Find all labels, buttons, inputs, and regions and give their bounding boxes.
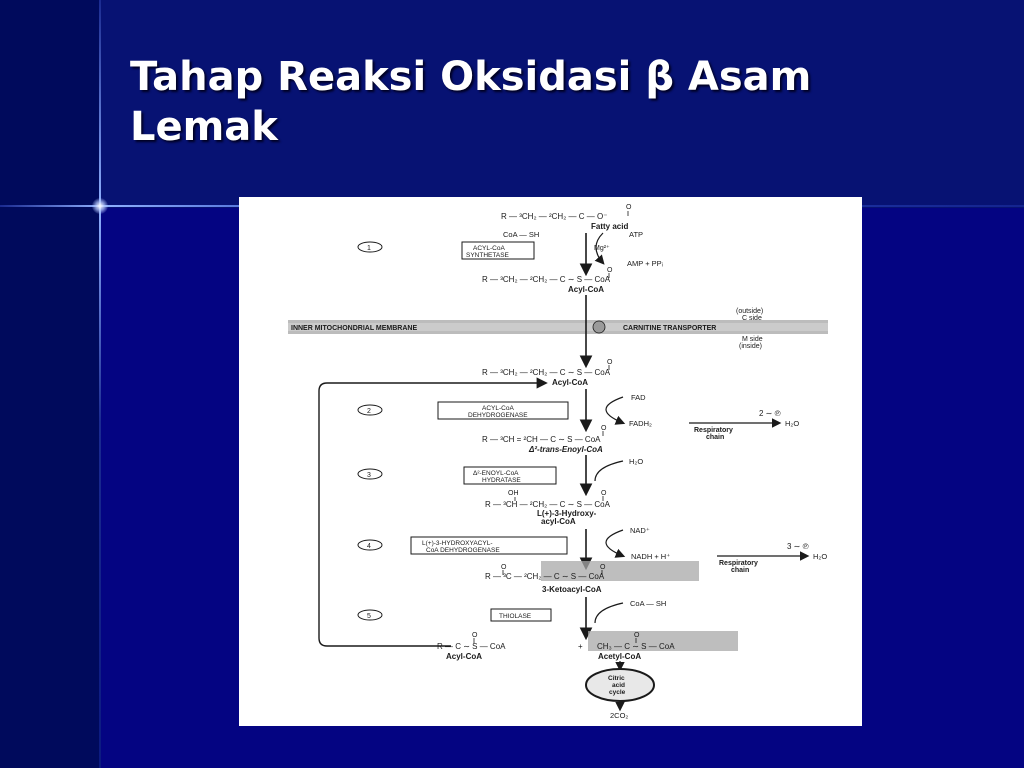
amp-ppi-label: AMP + PPᵢ <box>627 259 663 268</box>
recycle-loop-line <box>319 383 545 646</box>
resp-chain-1-output: 2 ∼ ℗ <box>759 409 781 418</box>
carnitine-transporter-icon <box>593 321 605 333</box>
mg-label: Mg²⁺ <box>594 245 610 252</box>
step-4-number: 4 <box>367 543 371 550</box>
step-5-number: 5 <box>367 613 371 620</box>
beta-oxidation-diagram <box>239 197 862 726</box>
slide-title: Tahap Reaksi Oksidasi β Asam Lemak <box>130 54 812 150</box>
step-1-number: 1 <box>367 245 371 252</box>
product-o-2: O <box>634 632 640 639</box>
carbonyl-o-4: O <box>601 425 607 432</box>
co2-label: 2CO₂ <box>610 711 629 720</box>
carbonyl-o-5: O <box>601 490 607 497</box>
resp-chain-2-output: 3 ∼ ℗ <box>787 542 809 551</box>
side-m-label: M side <box>742 336 763 343</box>
acetyl-label: Acetyl-CoA <box>598 652 642 661</box>
keto-o-2: O <box>600 564 606 571</box>
step-3-enzyme-line1: Δ²-ENOYL-CoA <box>473 470 519 477</box>
side-c-label: C side <box>742 315 762 322</box>
diagram-svg <box>239 197 862 726</box>
atp-label: ATP <box>629 230 644 239</box>
step-3-number: 3 <box>367 472 371 479</box>
h2o-in-label: H₂O <box>629 457 644 466</box>
step-2-curve <box>606 397 623 423</box>
h2o-1-label: H₂O <box>785 419 800 428</box>
vertical-accent-line <box>99 0 101 768</box>
fadh2-label: FADH₂ <box>629 419 652 428</box>
oh-label: OH <box>508 490 519 497</box>
tca-line3: cycle <box>609 689 626 696</box>
enoyl-coa-formula: R — ³CH = ²CH — C ∼ S — CoA <box>482 435 601 444</box>
fad-label: FAD <box>631 393 646 402</box>
enoyl-coa-label: Δ²-trans-Enoyl-CoA <box>529 445 603 454</box>
tca-line2: acid <box>612 682 626 689</box>
final-acyl-label: Acyl-CoA <box>446 652 483 661</box>
step-2-number: 2 <box>367 408 371 415</box>
step-1-enzyme-line1: ACYL-CoA <box>473 245 505 252</box>
carbonyl-o-3: O <box>607 359 613 366</box>
resp-chain-1-label: Respiratory <box>694 427 733 434</box>
hydroxyacyl-formula: R — ³CH — ²CH₂ — C ∼ S — CoA <box>485 500 610 509</box>
step-4-enzyme-line1: L(+)-3-HYDROXYACYL- <box>422 540 493 547</box>
plus-sign: + <box>578 642 583 651</box>
step-2-enzyme-line2: DEHYDROGENASE <box>468 412 528 419</box>
sparkle-icon <box>92 198 108 214</box>
step-5-curve <box>595 603 623 623</box>
membrane-right-label: CARNITINE TRANSPORTER <box>623 325 717 332</box>
acetyl-formula: CH₃ — C ∼ S — CoA <box>597 642 675 651</box>
step-4-enzyme-line2: CoA DEHYDROGENASE <box>426 547 500 554</box>
membrane-left-label: INNER MITOCHONDRIAL MEMBRANE <box>291 325 418 332</box>
fatty-acid-formula: R — ³CH₂ — ²CH₂ — C — O⁻ <box>501 212 608 221</box>
final-acyl-formula: R — C ∼ S — CoA <box>437 642 506 651</box>
ketoacyl-label: 3-Ketoacyl-CoA <box>542 585 602 594</box>
carbonyl-o-2: O <box>607 267 613 274</box>
acyl-coa-2-label: Acyl-CoA <box>552 378 589 387</box>
nadh-label: NADH + H⁺ <box>631 552 671 561</box>
step-4-curve <box>606 530 623 556</box>
acyl-coa-1-formula: R — ³CH₂ — ²CH₂ — C ∼ S — CoA <box>482 275 611 284</box>
side-outside-label: (outside) <box>736 308 764 315</box>
step-1-enzyme-line2: SYNTHETASE <box>466 252 509 259</box>
product-o-1: O <box>472 632 478 639</box>
tca-line1: Citric <box>608 675 625 682</box>
hydroxyacyl-label-2: acyl-CoA <box>541 517 576 526</box>
step-3-curve <box>595 461 623 481</box>
side-inside-label: (inside) <box>739 343 762 350</box>
left-band <box>0 0 100 768</box>
step-2-enzyme-line1: ACYL-CoA <box>482 405 514 412</box>
fatty-acid-label: Fatty acid <box>591 222 629 231</box>
acyl-coa-2-formula: R — ³CH₂ — ²CH₂ — C ∼ S — CoA <box>482 368 611 377</box>
nad-label: NAD⁺ <box>630 526 650 535</box>
resp-chain-1-label-b: chain <box>706 434 725 441</box>
step-3-enzyme-line2: HYDRATASE <box>482 477 521 484</box>
keto-o-1: O <box>501 564 507 571</box>
step-5-enzyme: THIOLASE <box>499 613 532 620</box>
resp-chain-2-label: Respiratory <box>719 560 758 567</box>
carbonyl-o-1: O <box>626 204 632 211</box>
coa-sh-label: CoA — SH <box>503 230 540 239</box>
ketoacyl-formula: R — ³C — ²CH₂ — C ∼ S — CoA <box>485 572 605 581</box>
resp-chain-2-label-b: chain <box>731 567 750 574</box>
h2o-2-label: H₂O <box>813 552 828 561</box>
acyl-coa-1-label: Acyl-CoA <box>568 285 605 294</box>
hydroxyacyl-label-1: L(+)-3-Hydroxy- <box>537 509 597 518</box>
coa-sh-2-label: CoA — SH <box>630 599 667 608</box>
